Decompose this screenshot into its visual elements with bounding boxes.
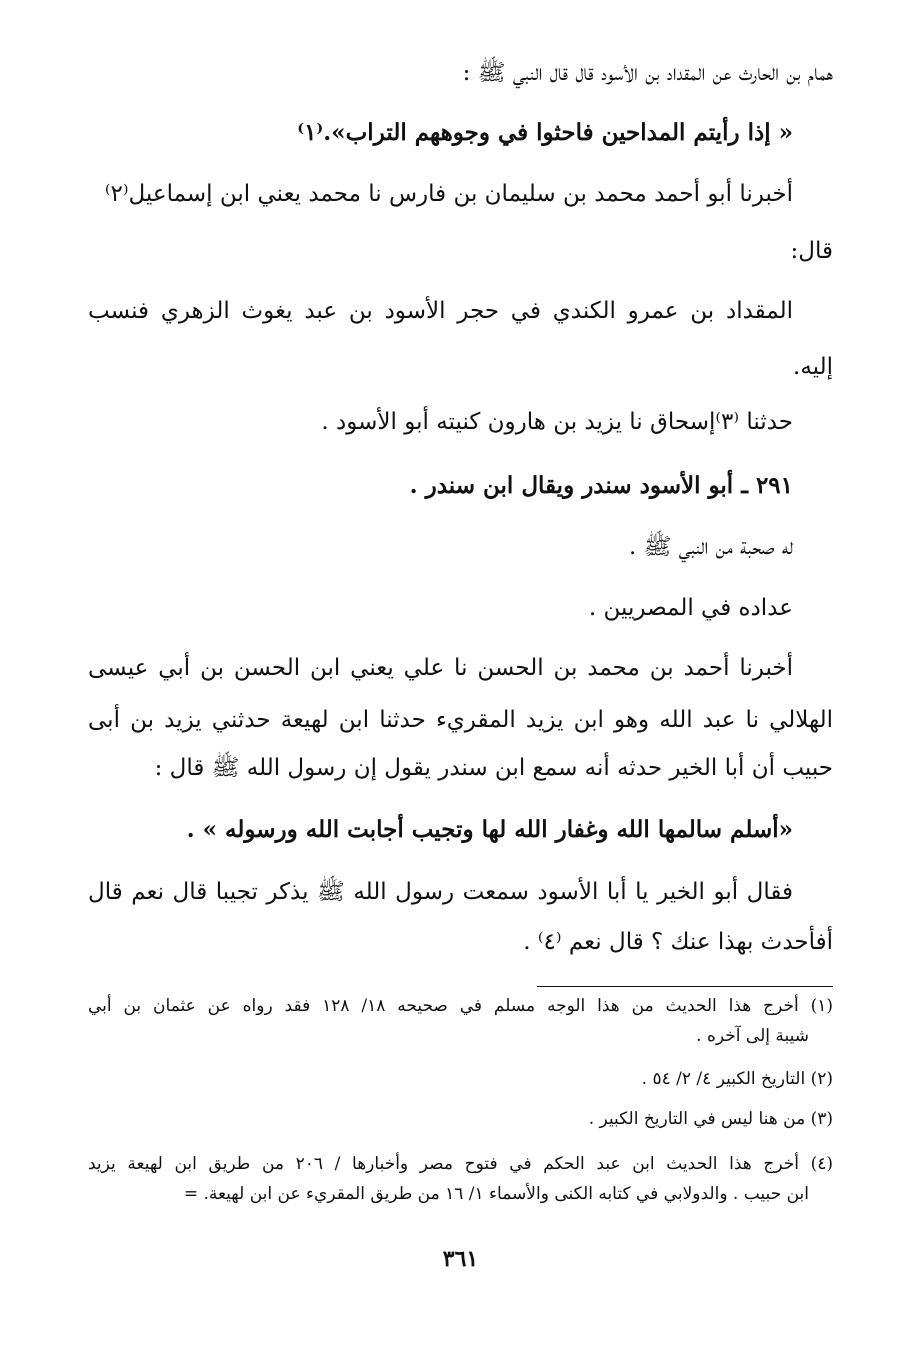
text-line-15: فقال أبو الخير يا أبا الأسود سمعت رسول الله ﷺ يذكر تجيبا قال نعم قال [88,879,793,905]
footnote-2: (٢) التاريخ الكبير ٤/ ٢/ ٥٤ . [641,1069,833,1089]
footnote-4: (٤) أخرج هذا الحديث ابن عبد الحكم في فتوح مصر وأخبارها / ٢٠٦ من طريق ابن لهيعة يزيد [88,1154,833,1174]
text-line-9: له صحبة من النبي ﷺ . [628,534,793,560]
footnote-1: (١) أخرج هذا الحديث من هذا الوجه مسلم في صحيحه ١٨/ ١٢٨ فقد رواه عن عثمان بن أبي [88,996,833,1016]
text-line-11: أخبرنا أحمد بن محمد بن الحسن نا علي يعني ابن الحسن بن أبي عيسى [88,655,793,681]
hadith-quote-1: « إذا رأيتم المداحين فاحثوا في وجوههم التراب».⁽١⁾ [297,119,793,146]
text-line-10: عداده في المصريين . [588,595,793,621]
text-line-13: حبيب أن أبا الخير حدثه أنه سمع ابن سندر يقول إن رسول الله ﷺ قال : [154,755,833,781]
hadith-quote-2: «أسلم سالمها الله وغفار الله لها وتجيب أجابت الله ورسوله » . [186,816,793,843]
text-line-4: قال: [790,238,833,264]
page-number: ٣٦١ [442,1246,479,1272]
text-line-7: حدثنا ⁽٣⁾إسحاق نا يزيد بن هارون كنيته أبو الأسود . [321,409,793,435]
text-line-12: الهلالي نا عبد الله وهو ابن يزيد المقريء حدثنا ابن لهيعة حدثني يزيد بن أبى [88,707,833,733]
footnote-4-continued: ابن حبيب . والدولابي في كتابه الكنى والأسماء ١/ ١٦ من طريق المقريء عن ابن لهيعة. = [183,1184,809,1204]
text-line-3: أخبرنا أبو أحمد محمد بن سليمان بن فارس نا محمد يعني ابن إسماعيل⁽٢⁾ [104,181,793,207]
text-line-16: أفأحدث بهذا عنك ؟ قال نعم ⁽٤⁾ . [523,929,833,955]
text-line-5: المقداد بن عمرو الكندي في حجر الأسود بن عبد يغوث الزهري فنسب [88,298,793,324]
footnote-divider [537,986,833,987]
text-line-6: إليه. [793,354,833,380]
text-line-1: همام بن الحارث عن المقداد بن الأسود قال قال النبي ﷺ : [462,60,833,86]
footnote-3: (٣) من هنا ليس في التاريخ الكبير . [588,1109,833,1129]
footnote-1-continued: شيبة إلى آخره . [696,1026,809,1046]
entry-heading-291: ٢٩١ ـ أبو الأسود سندر ويقال ابن سندر . [409,472,793,499]
